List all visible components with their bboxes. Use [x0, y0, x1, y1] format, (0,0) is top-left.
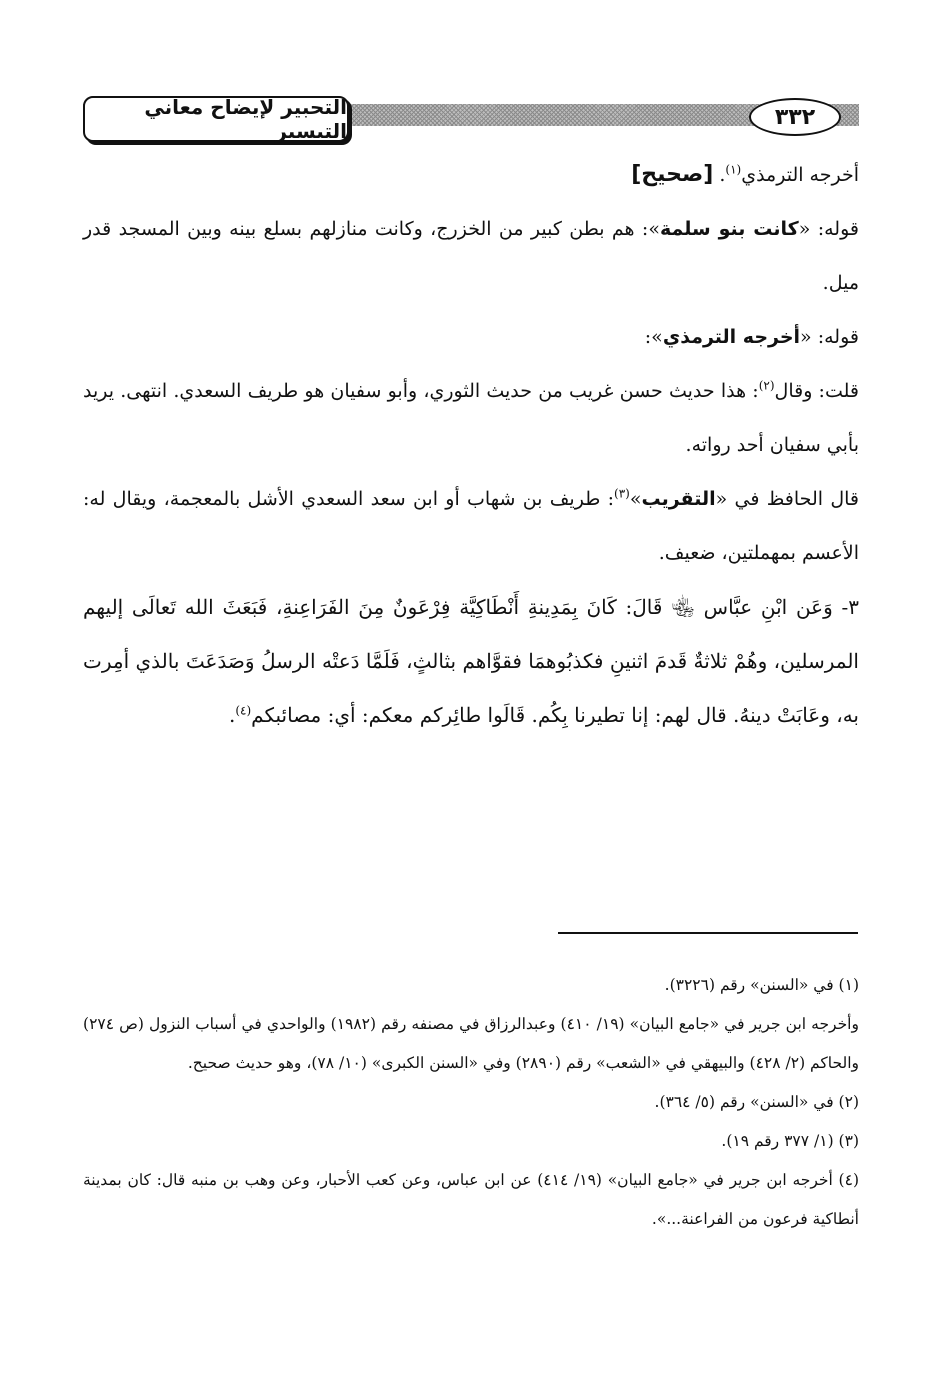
separator: .: [713, 164, 726, 186]
paragraph-bani-salima: [83, 202, 859, 310]
grade-label: [صحيح]: [631, 162, 714, 187]
page-header: [83, 96, 859, 146]
lead-text: قوله: «: [800, 326, 859, 348]
explanation-text: »: هم بطن كبير من الخزرج، وكانت منازلهم بسلع بينه وبين المسجد قدر ميل.: [83, 218, 859, 294]
bold-term: التقريب: [641, 488, 716, 510]
explanation-text: : هذا حديث حسن غريب من حديث الثوري، وأبو سفيان هو طريف السعدي. انتهى. يريد بأبي سفيان أحد رواته.: [83, 380, 859, 456]
footnote-2: (٢) في «السنن» رقم (٥/ ٣٦٤).: [654, 1093, 859, 1111]
period: .: [228, 703, 236, 727]
explanation-text: : طريف بن شهاب أو ابن سعد السعدي الأشل بالمعجمة، ويقال له: الأعسم بمهملتين، ضعيف.: [83, 488, 859, 564]
footnote-ref-4: (٤): [235, 703, 252, 718]
footnote-1: (١) في «السنن» رقم (٣٢٢٦).: [664, 976, 859, 994]
paragraph-takhrij: [83, 148, 859, 202]
quote-close: »: [629, 488, 642, 510]
lead-text: قال الحافظ في «: [715, 488, 859, 510]
page-number: [749, 98, 841, 136]
footnote-3: (٣) (١/ ٣٧٧ رقم ١٩).: [721, 1132, 859, 1150]
bold-term: أخرجه الترمذي: [662, 326, 801, 348]
hadith-text: ٣- وَعَن ابْنِ عبَّاس ﵄ قَالَ: كَانَ بِمَدِينةِ أَنْطَاكِيَّة فِرْعَونٌ مِنَ الفَرَاعِنةِ، فَبَعَثَ الله تَعالَى إليهم المرسلين، وهُمْ ثلاثةٌ قَدمَ اثنينِ فكذبُوهمَا فقوَّاهم بثالثٍ، فَلَمَّا دَعتْه الرسلُ وَصَدَعَتَ بالذي أمِرت به، وعَابَتْ دينهُ. قال لهم: إنا تطيرنا بِكُم. قَالَوا طائِركم معكم: أي: مصائبكم: [83, 595, 859, 727]
paragraph-qultu: [83, 364, 859, 472]
paragraph-tirmidhi-heading: [83, 310, 859, 364]
footnote-4: (٤) أخرجه ابن جرير في «جامع البيان» (١٩/ ٤١٤) عن ابن عباس، وعن كعب الأحبار، وعن وهب بن منبه قال: كان بمدينة أنطاكية فرعون من الفراعنة...».: [83, 1171, 859, 1228]
footnote-ref-2: (٢): [758, 378, 775, 393]
bold-term: كانت بنو سلمة: [659, 218, 799, 240]
footnote-ref-1: (١): [725, 162, 742, 177]
tail-text: »:: [644, 326, 663, 348]
lead-text: قلت: وقال: [774, 380, 859, 402]
footnote-1-detail: وأخرجه ابن جرير في «جامع البيان» (١٩/ ٤١٠) وعبدالرزاق في مصنفه رقم (١٩٨٢) والواحدي في أسباب النزول (ص ٢٧٤) والحاكم (٢/ ٤٢٨) والبيهقي في «الشعب» رقم (٢٨٩٠) وفي «السنن الكبرى» (١٠/ ٧٨)، وهو حديث صحيح.: [83, 1015, 859, 1072]
paragraph-hadith-3: [83, 580, 859, 742]
main-text: [83, 148, 859, 742]
book-title-text: التحبير لإيضاح معاني التيسير: [144, 95, 347, 143]
footnote-ref-3: (٣): [614, 486, 630, 501]
paragraph-taqrib: [83, 472, 859, 580]
footnotes: [83, 966, 859, 1239]
page-number-text: ٣٣٢: [774, 104, 816, 130]
takhrij-text: أخرجه الترمذي: [741, 164, 859, 186]
lead-text: قوله: «: [798, 218, 859, 240]
book-title: [83, 96, 349, 142]
footnote-divider: [558, 932, 858, 934]
